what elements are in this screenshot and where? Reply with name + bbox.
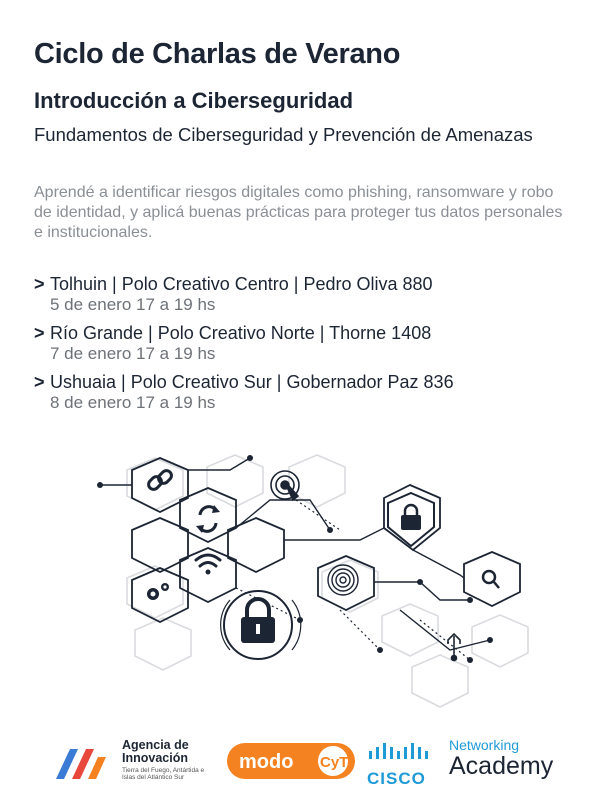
event-item-ushuaia bbox=[34, 371, 584, 413]
academy-line2: Academy bbox=[449, 752, 554, 780]
agencia-sub: Tierra del Fuego, Antártida e Islas del Atlántico Sur bbox=[122, 767, 205, 781]
network-nodes bbox=[97, 455, 493, 663]
fingerprint-icon bbox=[328, 565, 358, 595]
chevron-right-icon: > bbox=[34, 372, 45, 392]
cisco-name: CISCO bbox=[367, 769, 426, 788]
page-title: Ciclo de Charlas de Verano bbox=[34, 38, 401, 70]
event-date: 8 de enero 17 a 19 hs bbox=[50, 393, 216, 412]
event-location: Río Grande | Polo Creativo Norte | Thorne 1408 bbox=[50, 323, 432, 343]
event-item-rio-grande bbox=[34, 322, 584, 364]
cisco-logo bbox=[367, 741, 439, 789]
agencia-name: Agencia de Innovación bbox=[122, 738, 189, 765]
event-date: 7 de enero 17 a 19 hs bbox=[50, 344, 216, 363]
agencia-logo-icon bbox=[52, 739, 114, 785]
agencia-text bbox=[122, 739, 212, 781]
event-location: Tolhuin | Polo Creativo Centro | Pedro Oliva 880 bbox=[50, 274, 433, 294]
footer-logos bbox=[0, 725, 600, 800]
chain-link-icon bbox=[147, 469, 174, 492]
chevron-right-icon: > bbox=[34, 323, 45, 343]
chevron-right-icon: > bbox=[34, 274, 45, 294]
sync-icon bbox=[196, 505, 220, 533]
event-list bbox=[34, 273, 584, 420]
modo-cyt-logo bbox=[227, 743, 355, 779]
networking-academy bbox=[449, 737, 553, 779]
event-location: Ushuaia | Polo Creativo Sur | Gobernador Paz 836 bbox=[50, 372, 454, 392]
event-date: 5 de enero 17 a 19 hs bbox=[50, 295, 216, 314]
event-item-tolhuin bbox=[34, 273, 584, 315]
academy-line1: Networking bbox=[449, 737, 520, 753]
magnifier-icon bbox=[483, 571, 499, 588]
page-subtitle: Introducción a Ciberseguridad bbox=[34, 88, 354, 113]
touch-icon bbox=[271, 471, 299, 500]
cisco-bars-icon bbox=[367, 741, 439, 763]
gears-icon bbox=[147, 583, 169, 600]
modo-badge: CyT bbox=[320, 754, 349, 771]
description: Aprendé a identificar riesgos digitales como phishing, ransomware y robo de identidad, y aplicá buenas prácticas para proteger tus datos personales e institucionales. bbox=[34, 184, 563, 241]
wifi-icon bbox=[196, 555, 220, 575]
cybersecurity-illustration bbox=[0, 430, 600, 720]
big-padlock-icon bbox=[221, 591, 301, 659]
modo-word: modo bbox=[239, 751, 294, 773]
page-subhead: Fundamentos de Ciberseguridad y Prevención de Amenazas bbox=[34, 124, 533, 145]
